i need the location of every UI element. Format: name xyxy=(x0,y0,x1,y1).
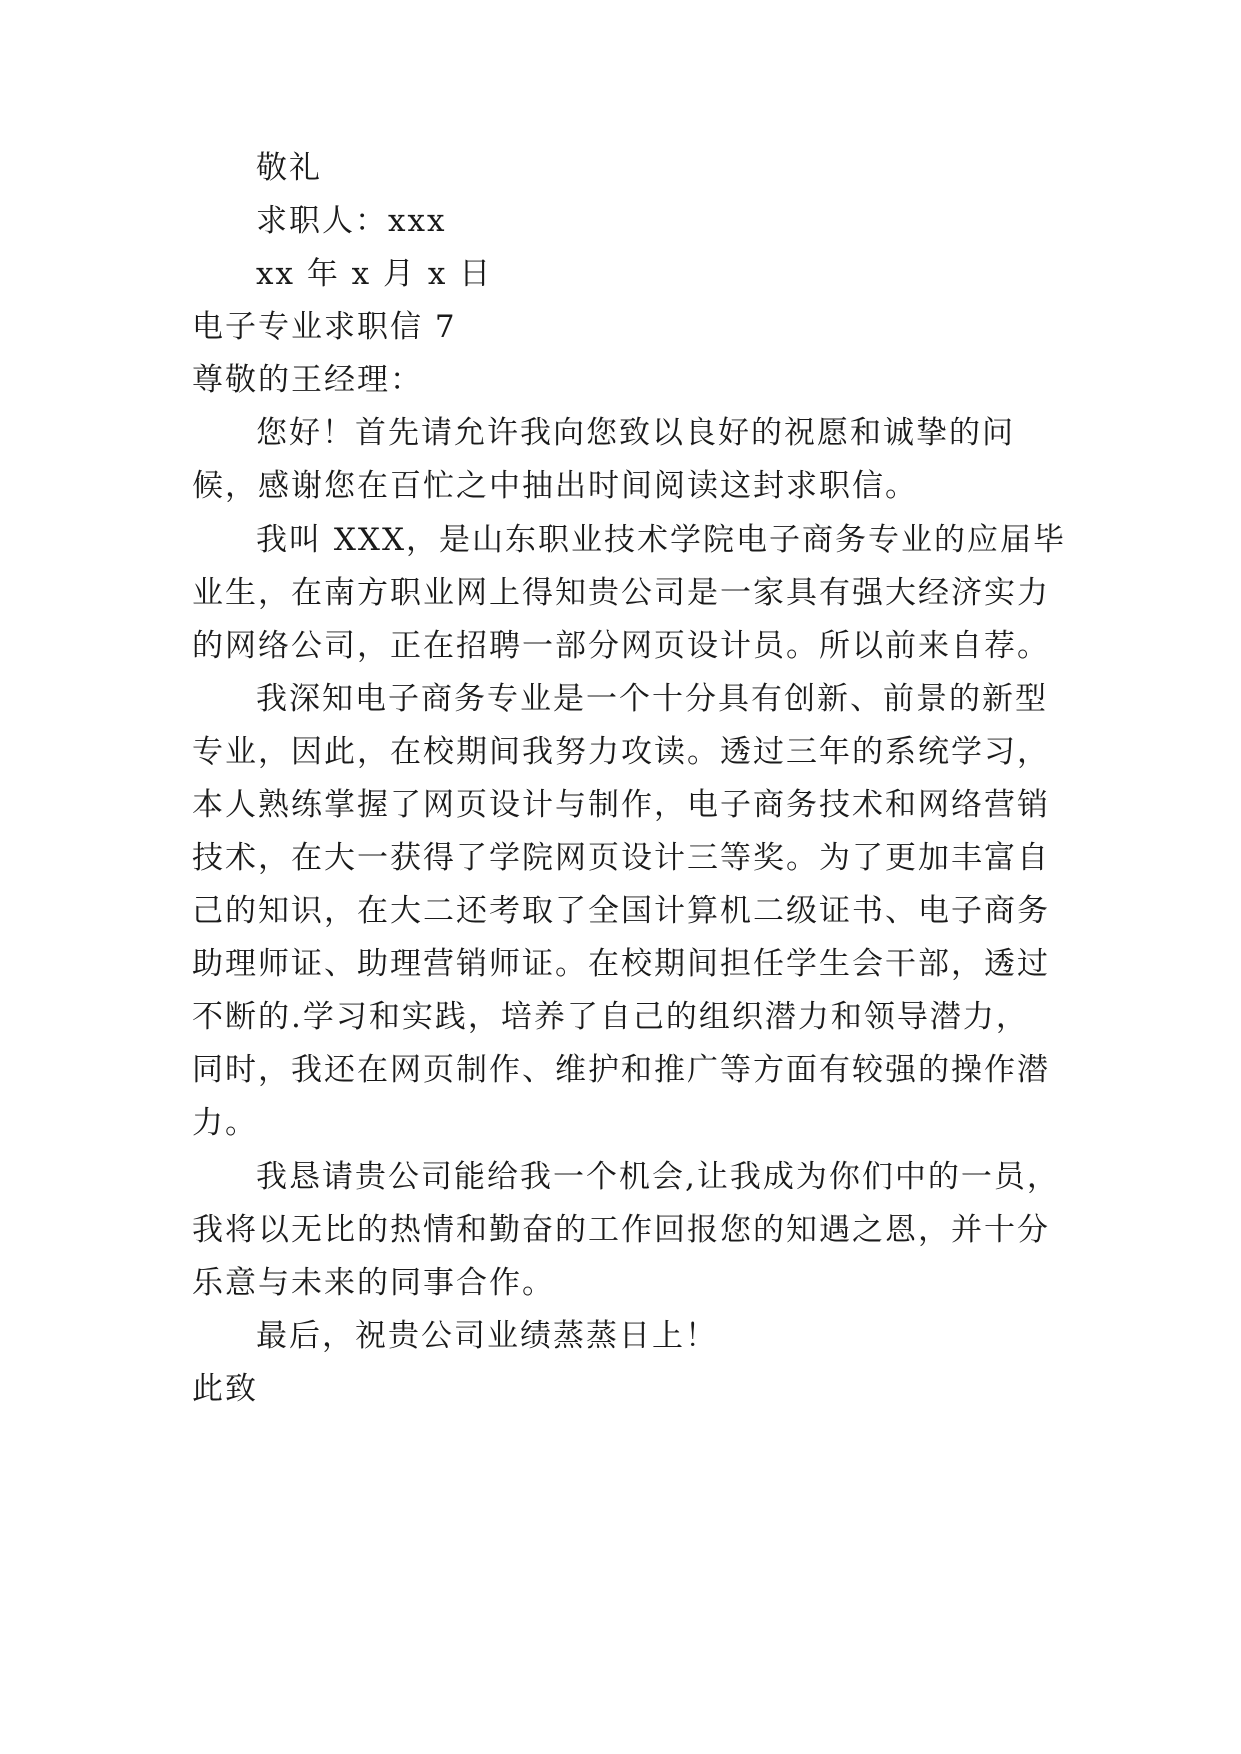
paragraph-line: 业生，在南方职业网上得知贵公司是一家具有强大经济实力 xyxy=(192,575,1050,611)
paragraph-line: 的网络公司，正在招聘一部分网页设计员。所以前来自荐。 xyxy=(192,628,1050,664)
letter-title: 电子专业求职信 7 xyxy=(192,309,457,345)
signer-line: 求职人：xxx xyxy=(256,203,447,239)
paragraph-line: 助理师证、助理营销师证。在校期间担任学生会干部，透过 xyxy=(192,946,1050,982)
paragraph-line: 我恳请贵公司能给我一个机会,让我成为你们中的一员， xyxy=(256,1159,1060,1195)
paragraph-line: 专业，因此，在校期间我努力攻读。透过三年的系统学习， xyxy=(192,734,1050,770)
greeting-line: 尊敬的王经理： xyxy=(192,362,423,398)
paragraph-line: 我将以无比的热情和勤奋的工作回报您的知遇之恩，并十分 xyxy=(192,1212,1050,1248)
paragraph-line: 同时，我还在网页制作、维护和推广等方面有较强的操作潜 xyxy=(192,1052,1050,1088)
paragraph-line: 乐意与未来的同事合作。 xyxy=(192,1265,555,1301)
paragraph-line: 本人熟练掌握了网页设计与制作，电子商务技术和网络营销 xyxy=(192,787,1050,823)
salutation-line: 敬礼 xyxy=(256,150,322,186)
paragraph-line: 己的知识，在大二还考取了全国计算机二级证书、电子商务 xyxy=(192,893,1050,929)
paragraph-line: 我叫 XXX，是山东职业技术学院电子商务专业的应届毕 xyxy=(256,522,1067,558)
paragraph-line: 不断的.学习和实践，培养了自己的组织潜力和领导潜力， xyxy=(192,999,1029,1035)
paragraph-line: 技术，在大一获得了学院网页设计三等奖。为了更加丰富自 xyxy=(192,840,1050,876)
paragraph-line: 我深知电子商务专业是一个十分具有创新、前景的新型 xyxy=(256,681,1048,717)
closing-line: 此致 xyxy=(192,1371,258,1407)
date-line: xx 年 x 月 x 日 xyxy=(256,256,493,292)
paragraph-line: 力。 xyxy=(192,1105,258,1141)
paragraph-line: 候，感谢您在百忙之中抽出时间阅读这封求职信。 xyxy=(192,468,918,504)
paragraph-line: 最后，祝贵公司业绩蒸蒸日上！ xyxy=(256,1318,718,1354)
paragraph-line xyxy=(256,413,1049,453)
paragraph-text: 您好！首先请允许我向您致以良好的祝愿和诚挚的问 xyxy=(256,415,1015,451)
